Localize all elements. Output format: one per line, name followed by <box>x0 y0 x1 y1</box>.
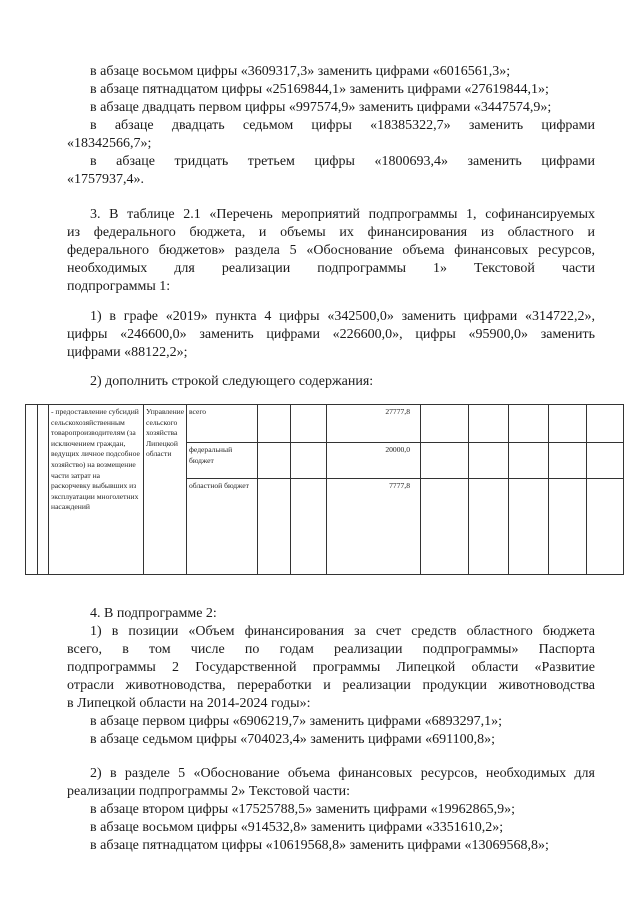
paragraph-line: 1) в позиции «Объем финансирования за счет средств областного бюджета <box>90 624 595 639</box>
paragraph-line: цифрами «88122,2»; <box>67 345 188 360</box>
table-cell <box>258 443 291 479</box>
table-cell <box>509 443 549 479</box>
paragraph-line: в Липецкой области на 2014-2024 годы»: <box>67 696 311 711</box>
table-cell <box>38 405 49 575</box>
paragraph-line: в абзаце восьмом цифры «3609317,3» заменить цифрами «6016561,3»; <box>90 64 511 79</box>
executor-cell: Управление сельского хозяйства Липецкой области <box>144 405 187 575</box>
table-cell <box>549 405 587 443</box>
paragraph-line: в абзаце пятнадцатом цифры «25169844,1» заменить цифрами «27619844,1»; <box>90 82 549 97</box>
table-cell <box>258 479 291 575</box>
table-cell <box>509 405 549 443</box>
table-cell <box>469 479 509 575</box>
funding-table <box>25 404 624 575</box>
paragraph-line: необходимых для реализации подпрограммы 1» Текстовой части <box>67 261 595 276</box>
table-cell <box>549 443 587 479</box>
table-cell <box>421 479 469 575</box>
paragraph-line: в абзаце седьмом цифры «704023,4» заменить цифрами «691100,8»; <box>90 732 496 747</box>
funding-source: всего <box>187 405 258 443</box>
table-cell <box>421 405 469 443</box>
paragraph-line: в абзаце пятнадцатом цифры «10619568,8» заменить цифрами «13069568,8»; <box>90 838 549 853</box>
paragraph-line: в абзаце двадцать седьмом цифры «18385322,7» заменить цифрами <box>90 118 595 133</box>
paragraph-line: цифры «246600,0» заменить цифрами «226600,0», цифры «95900,0» заменить <box>67 327 595 342</box>
table-cell <box>291 405 327 443</box>
paragraph-line: из федерального бюджета, и объемы их финансирования из областного и <box>67 225 595 240</box>
activity-description: - предоставление субсидий сельскохозяйственным товаропроизводителям (за исключением граждан, ведущих личное подсобное хозяйство) на возмещение части затрат на раскорчевку выбывших из эксплуатации многолетних насаждений <box>49 405 144 575</box>
table-cell <box>258 405 291 443</box>
table-cell <box>421 443 469 479</box>
paragraph-line: «18342566,7»; <box>67 136 152 151</box>
funding-source: федеральный бюджет <box>187 443 258 479</box>
paragraph-line: 2) дополнить строкой следующего содержания: <box>90 374 374 389</box>
table-cell <box>469 443 509 479</box>
table-cell <box>587 443 624 479</box>
funding-value: 7777,8 <box>327 479 421 575</box>
paragraph-line: подпрограммы 1: <box>67 279 171 294</box>
paragraph-line: 1) в графе «2019» пункта 4 цифры «342500,0» заменить цифрами «314722,2», <box>90 309 595 324</box>
table-cell <box>469 405 509 443</box>
paragraph-line: всего, в том числе по годам реализации подпрограммы» Паспорта <box>67 642 595 657</box>
table-cell <box>291 443 327 479</box>
paragraph-line: в абзаце втором цифры «17525788,5» заменить цифрами «19962865,9»; <box>90 802 515 817</box>
paragraph-line: в абзаце восьмом цифры «914532,8» заменить цифрами «3351610,2»; <box>90 820 504 835</box>
table-cell <box>549 479 587 575</box>
funding-value: 20000,0 <box>327 443 421 479</box>
table-cell <box>587 405 624 443</box>
funding-source: областной бюджет <box>187 479 258 575</box>
paragraph-line: 2) в разделе 5 «Обоснование объема финансовых ресурсов, необходимых для <box>90 766 595 781</box>
table-cell <box>26 405 38 575</box>
table-cell <box>291 479 327 575</box>
table-cell <box>587 479 624 575</box>
paragraph-line: в абзаце двадцать первом цифры «997574,9» заменить цифрами «3447574,9»; <box>90 100 552 115</box>
paragraph-line: подпрограммы 2 Государственной программы Липецкой области «Развитие <box>67 660 595 675</box>
paragraph-line: федерального бюджетов» раздела 5 «Обоснование объема финансовых ресурсов, <box>67 243 595 258</box>
table-row <box>26 405 624 443</box>
paragraph-line: реализации подпрограммы 2» Текстовой части: <box>67 784 351 799</box>
paragraph-line: отрасли животноводства, переработки и реализации продукции животноводства <box>67 678 595 693</box>
paragraph-line: в абзаце тридцать третьем цифры «1800693,4» заменить цифрами <box>90 154 595 169</box>
paragraph-line: 4. В подпрограмме 2: <box>90 606 217 621</box>
paragraph-line: 3. В таблице 2.1 «Перечень мероприятий подпрограммы 1, софинансируемых <box>90 207 595 222</box>
paragraph-line: «1757937,4». <box>67 172 144 187</box>
table-cell <box>509 479 549 575</box>
funding-value: 27777,8 <box>327 405 421 443</box>
paragraph-line: в абзаце первом цифры «6906219,7» заменить цифрами «6893297,1»; <box>90 714 502 729</box>
